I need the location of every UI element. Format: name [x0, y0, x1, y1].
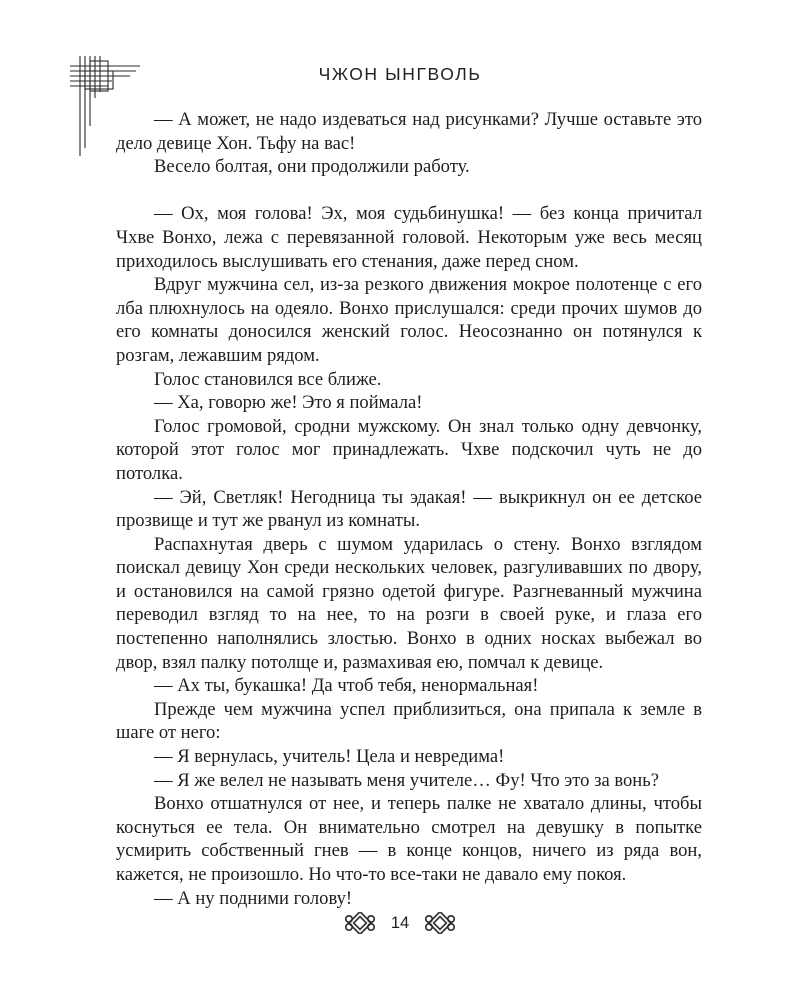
endless-knot-left-icon [343, 912, 377, 934]
paragraph: — Ох, моя голова! Эх, моя судьбинушка! — без конца причитал Чхве Вонхо, лежа с перевязанной головой. Некоторым уже весь месяц приходилось выслушивать его стенания, даже перед сном. [116, 203, 702, 272]
paragraph: — Ах ты, букашка! Да чтоб тебя, ненормальная! [154, 675, 539, 697]
paragraph: — А может, не надо издеваться над рисунками? Лучше оставьте это дело девице Хон. Тьфу на вас! [116, 109, 702, 154]
running-header: ЧЖОН ЫНГВОЛЬ [318, 64, 482, 84]
page-footer [0, 908, 800, 938]
page-number: 14 [390, 913, 410, 932]
paragraph: — Эй, Светляк! Негодница ты эдакая! — выкрикнул он ее детское прозвище и тут же рванул из комнаты. [116, 486, 702, 532]
paragraph: — Я же велел не называть меня учителе… Фу! Что это за вонь? [154, 769, 659, 791]
paragraph: Вдруг мужчина сел, из-за резкого движения мокрое полотенце с его лба плюхнулось на одеяло. Вонхо прислушался: среди прочих шумов до его комнаты доносился женский голос. Неосознанно он потянулся к розгам, лежавшим рядом. [116, 274, 702, 366]
endless-knot-right-icon [423, 912, 457, 934]
paragraph: Голос становился все ближе. [154, 368, 382, 390]
paragraph: — Я вернулась, учитель! Цела и невредима! [154, 746, 505, 768]
paragraph: — Ха, говорю же! Это я поймала! [154, 392, 423, 414]
paragraph: Вонхо отшатнулся от нее, и теперь палке не хватало длины, чтобы коснуться ее тела. Он внимательно смотрел на девушку в попытке усмирить собственный гнев — в конце концов, ничего из ряда вон, кажется, не произошло. Но что-то все-таки не давало ему покоя. [116, 793, 702, 885]
paragraph: Весело болтая, они продолжили работу. [154, 156, 470, 178]
book-page-text [116, 108, 702, 910]
paragraph: Голос громовой, сродни мужскому. Он знал только одну девчонку, которой этот голос мог принадлежать. Чхве подскочил чуть не до потолка. [116, 415, 702, 484]
paragraph: — А ну подними голову! [154, 887, 353, 909]
paragraph: Распахнутая дверь с шумом ударилась о стену. Вонхо взглядом поискал девицу Хон среди нескольких человек, разгуливавших по двору, и остановился на самой грязно одетой фигуре. Разгневанный мужчина переводил взгляд то на нее, то на розги в своей руке, и глаза его постепенно наполнялись злостью. Вонхо в одних носках выбежал во двор, взял палку потолще и, размахивая ею, помчал к девице. [116, 533, 702, 673]
paragraph: Прежде чем мужчина успел приблизиться, она припала к земле в шаге от него: [116, 698, 702, 744]
